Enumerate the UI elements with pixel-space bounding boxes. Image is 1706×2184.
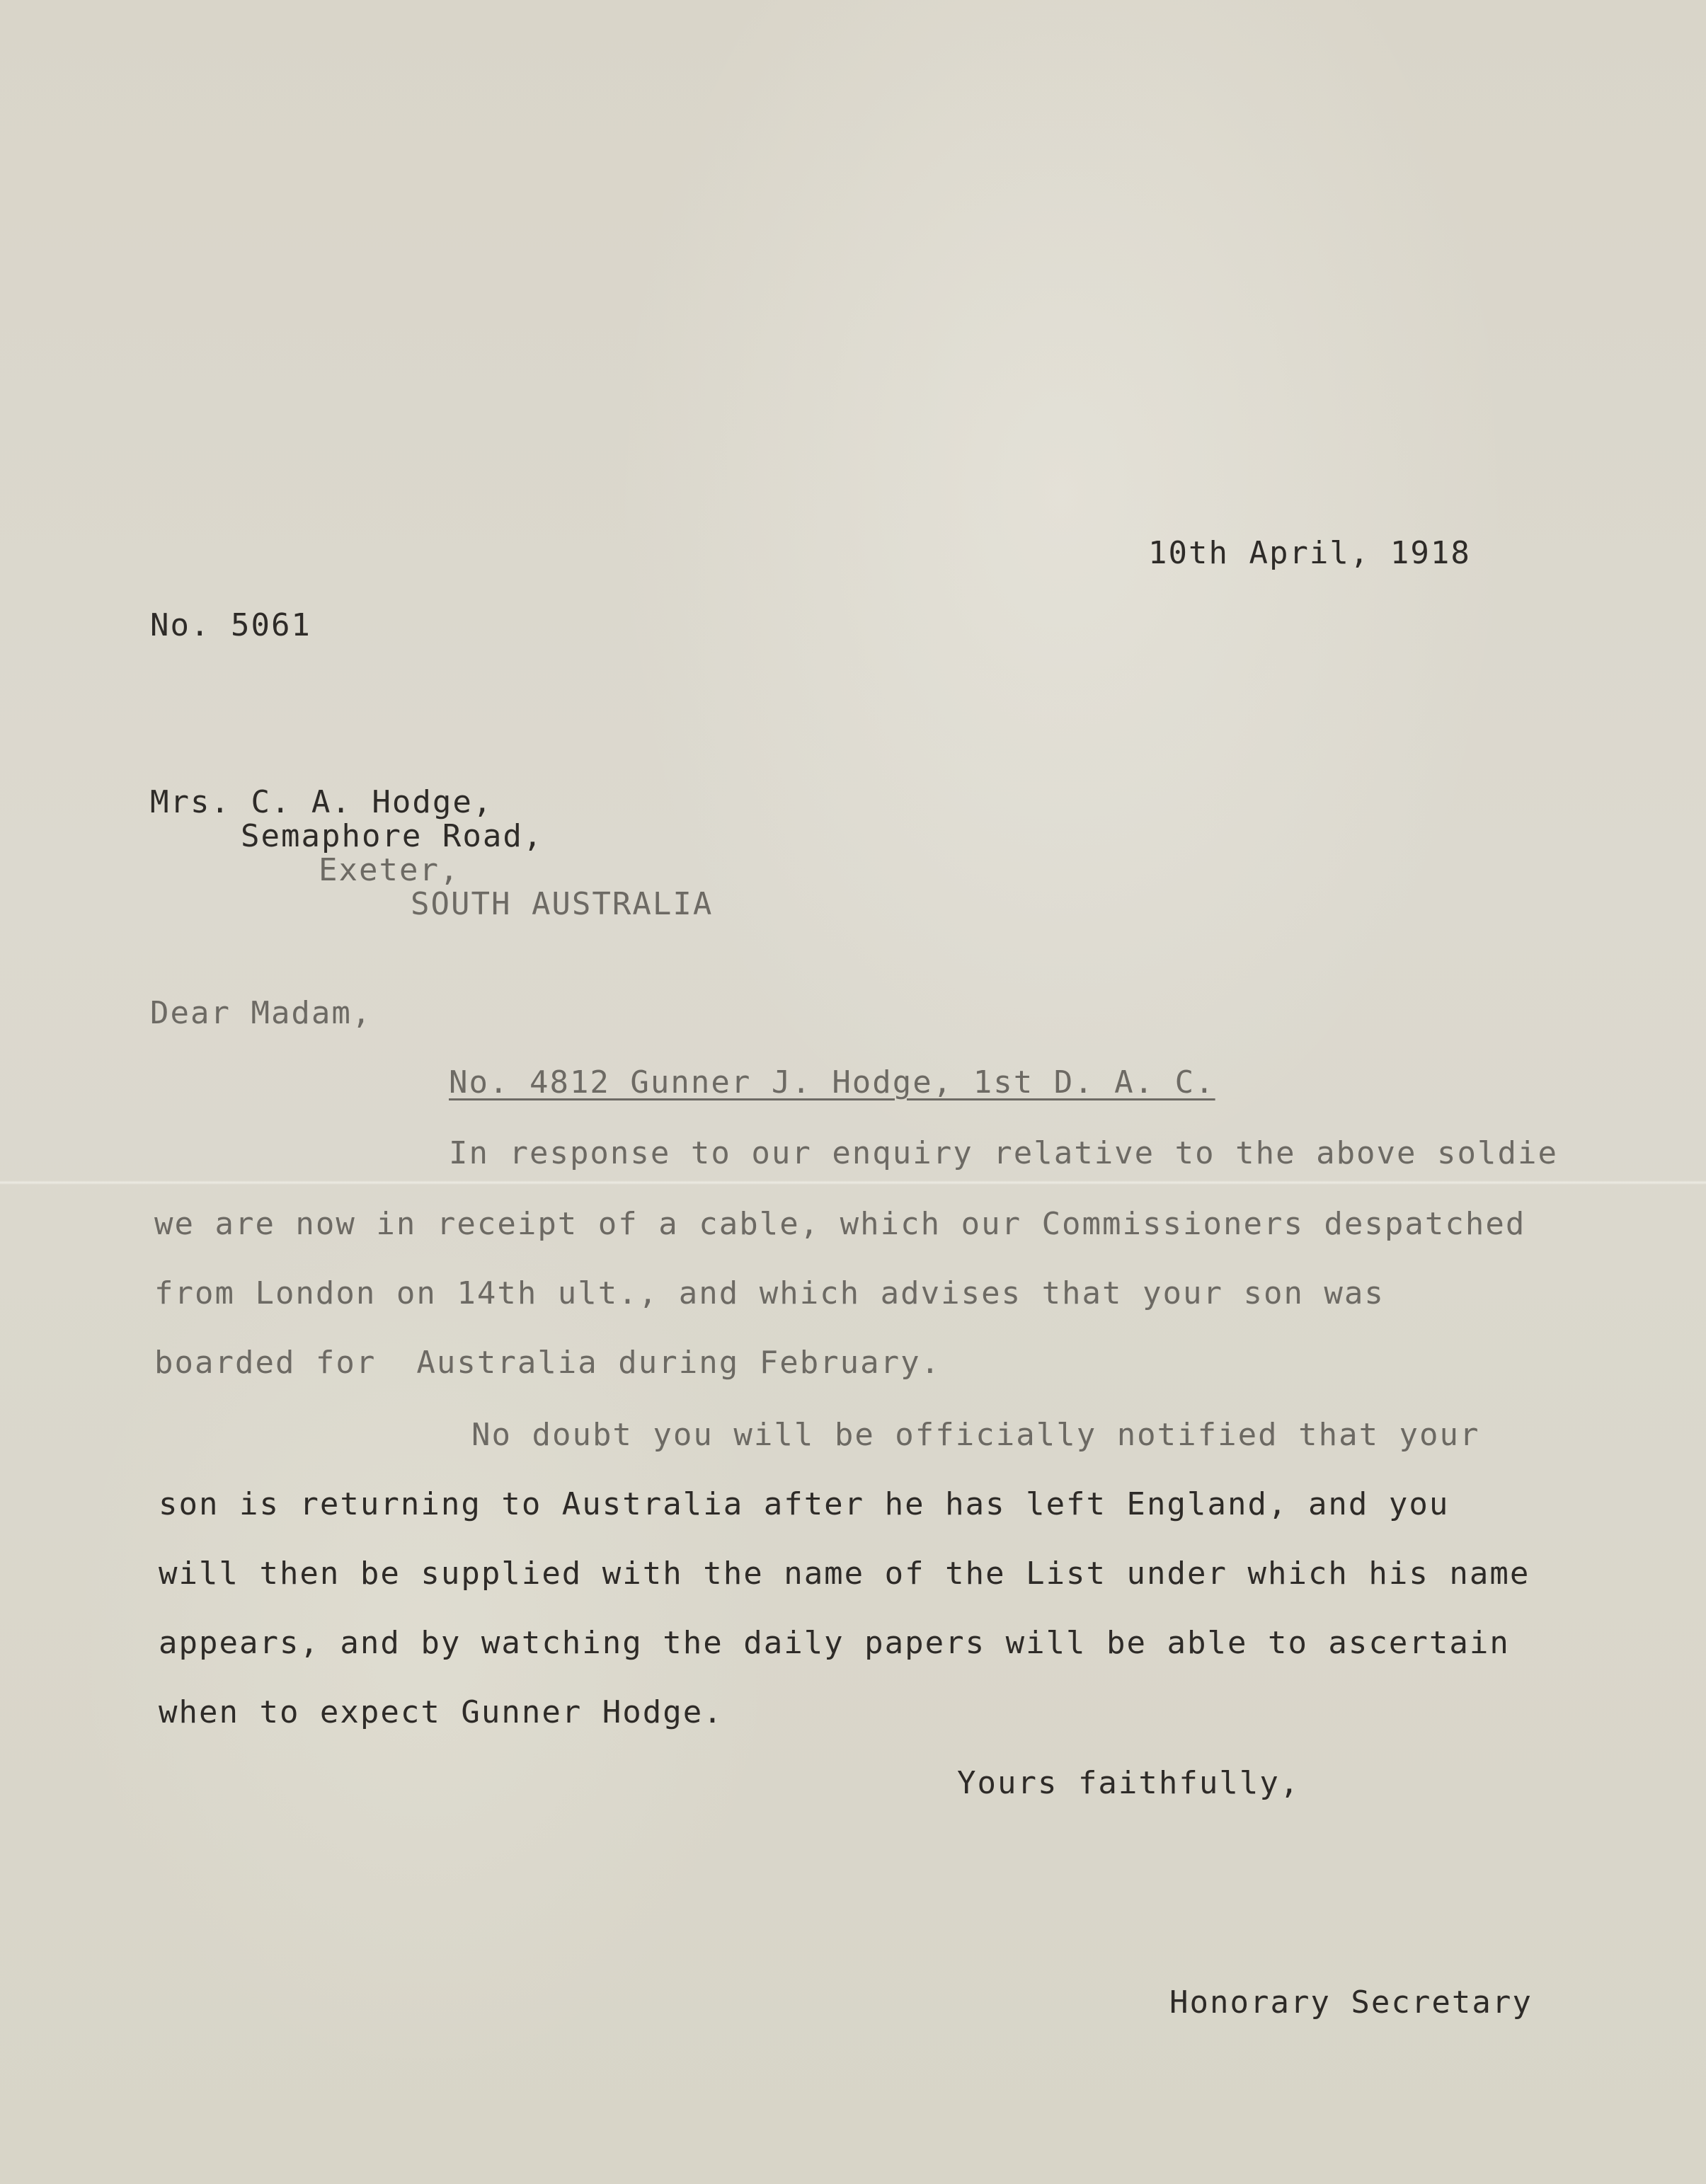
address-line-state: SOUTH AUSTRALIA: [411, 886, 714, 922]
address-line-street: Semaphore Road,: [241, 818, 544, 854]
letter-date: 10th April, 1918: [1148, 535, 1471, 571]
closing: Yours faithfully,: [957, 1765, 1300, 1801]
paragraph-1-line: In response to our enquiry relative to the above soldie: [449, 1135, 1558, 1171]
signature-title: Honorary Secretary: [1169, 1984, 1533, 2021]
paragraph-2-line: No doubt you will be officially notified that your: [471, 1417, 1480, 1453]
paragraph-2-line: will then be supplied with the name of the List under which his name: [159, 1556, 1530, 1592]
paragraph-2-line: son is returning to Australia after he has left England, and you: [159, 1486, 1450, 1522]
address-line-town: Exeter,: [319, 852, 460, 888]
paragraph-1-line: from London on 14th ult., and which advises that your son was: [154, 1275, 1385, 1311]
paragraph-2-line: when to expect Gunner Hodge.: [159, 1694, 723, 1730]
address-line-name: Mrs. C. A. Hodge,: [150, 784, 493, 820]
paragraph-1-line: boarded for Australia during February.: [154, 1345, 941, 1381]
paragraph-2-line: appears, and by watching the daily papers will be able to ascertain: [159, 1625, 1510, 1661]
salutation: Dear Madam,: [150, 995, 372, 1031]
letter-subject: No. 4812 Gunner J. Hodge, 1st D. A. C.: [449, 1064, 1215, 1100]
reference-number: No. 5061: [150, 607, 311, 643]
paragraph-1-line: we are now in receipt of a cable, which our Commissioners despatched: [154, 1206, 1526, 1242]
